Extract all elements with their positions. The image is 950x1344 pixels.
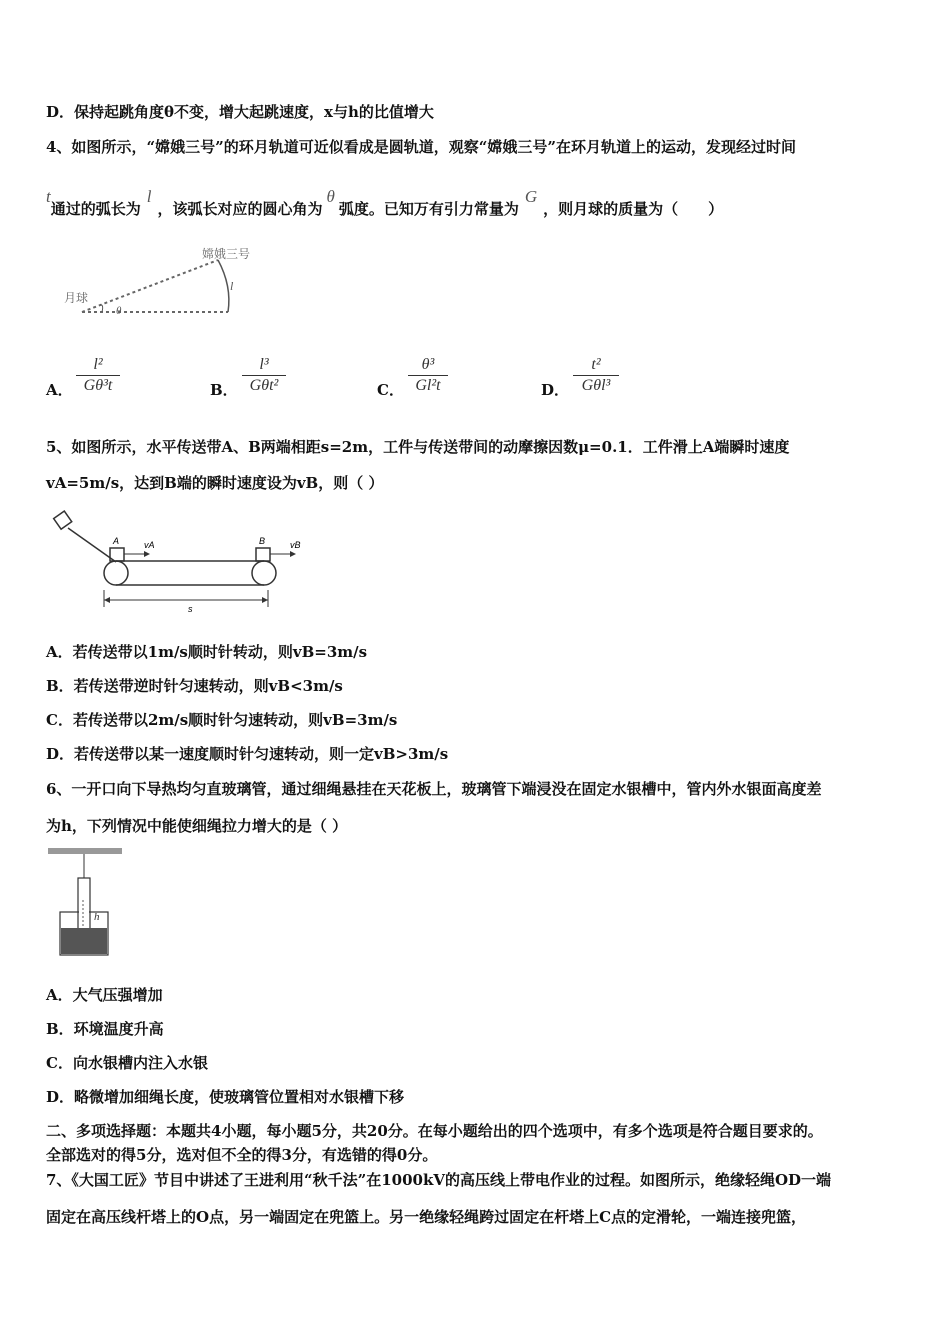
q4-seg4: ，则月球的质量为（ ） <box>543 200 724 218</box>
label-craft: 嫦娥三号 <box>202 247 251 261</box>
label-A: A <box>113 536 120 546</box>
q5-option-c[interactable]: C．若传送带以2m/s顺时针匀速转动，则vB=3m/s <box>46 711 398 729</box>
q4-seg2: ，该弧长对应的圆心角为 <box>157 200 323 218</box>
q4-option-d-label[interactable]: D． <box>541 381 570 399</box>
q6-stem-line2: 为h，下列情况中能使细绳拉力增大的是（ ） <box>46 817 348 835</box>
q4-option-d-fraction[interactable]: t² Gθl³ <box>573 356 619 395</box>
q7-stem-line2: 固定在高压线杆塔上的O点，另一端固定在兜篮上。另一绝缘轻绳跨过固定在杆塔上C点的定滑轮，一端连接兜篮， <box>46 1208 807 1226</box>
q6-option-b[interactable]: B．环境温度升高 <box>46 1020 164 1038</box>
q4-option-b-label[interactable]: B． <box>210 381 238 399</box>
label-theta: θ <box>116 305 122 317</box>
section2-heading-line2: 全部选对的得5分，选对但不全的得3分，有选错的得0分。 <box>46 1146 438 1164</box>
q6-tube-figure <box>46 846 126 958</box>
q4-orbit-figure <box>60 242 280 322</box>
label-s: s <box>188 604 193 614</box>
q4-seg3: 弧度。已知万有引力常量为 <box>338 200 519 218</box>
q4-option-a-fraction[interactable]: $\frac{\text{l²}}{\text{Gθ³t}}$ <box>76 356 120 395</box>
label-l: l <box>230 279 234 293</box>
q7-stem-line1: 7、《大国工匠》节目中讲述了王进利用“秋千法”在1000kV的高压线上带电作业的过程。如图所示，绝缘轻绳OD一端 <box>46 1171 832 1189</box>
q3-option-d[interactable]: D．保持起跳角度θ不变，增大起跳速度，x与h的比值增大 <box>46 103 434 121</box>
symbol-t: t <box>46 187 51 206</box>
symbol-theta: θ <box>326 187 335 206</box>
q5-stem-line2: vA=5m/s，达到B端的瞬时速度设为vB，则（ ） <box>46 474 384 492</box>
q6-option-c[interactable]: C．向水银槽内注入水银 <box>46 1054 208 1072</box>
q4-option-b-fraction[interactable]: l³ Gθt² <box>242 356 286 395</box>
label-moon: 月球 <box>64 291 89 305</box>
symbol-l: l <box>146 187 152 206</box>
q6-option-d[interactable]: D．略微增加细绳长度，使玻璃管位置相对水银槽下移 <box>46 1088 405 1106</box>
label-vB: vB <box>290 540 301 550</box>
label-vA: vA <box>144 540 155 550</box>
section2-heading-line1: 二、多项选择题：本题共4小题，每小题5分，共20分。在每小题给出的四个选项中，有多个选项是符合题目要求的。 <box>46 1122 823 1140</box>
q5-stem-line1: 5、如图所示，水平传送带A、B两端相距s=2m，工件与传送带间的动摩擦因数μ=0.1．工件滑上A端瞬时速度 <box>46 438 790 456</box>
symbol-G: G <box>524 187 538 206</box>
q5-option-a[interactable]: A．若传送带以1m/s顺时针转动，则vB=3m/s <box>46 643 368 661</box>
label-B: B <box>259 536 266 546</box>
q4-option-a-label[interactable]: A． <box>46 381 73 399</box>
q6-stem-line1: 6、一开口向下导热均匀直玻璃管，通过细绳悬挂在天花板上，玻璃管下端浸没在固定水银槽中，管内外水银面高度差 <box>46 780 822 798</box>
q5-conveyor-figure <box>46 510 306 615</box>
q4-option-c-fraction[interactable]: $\frac{\text{θ³}}{\text{Gl²t}}$ <box>408 356 448 395</box>
label-h: h <box>94 911 100 923</box>
q4-stem-line1: 4、如图所示，“嫦娥三号”的环月轨道可近似看成是圆轨道，观察“嫦娥三号”在环月轨道上的运动，发现经过时间 <box>46 138 796 156</box>
q5-option-b[interactable]: B．若传送带逆时针匀速转动，则vB<3m/s <box>46 677 343 695</box>
q4-seg1: 通过的弧长为 <box>50 200 141 218</box>
q4-option-c-label[interactable]: C． <box>377 381 404 399</box>
q4-stem-line2 <box>46 187 724 219</box>
q6-option-a[interactable]: A．大气压强增加 <box>46 986 163 1004</box>
q5-option-d[interactable]: D．若传送带以某一速度顺时针匀速转动，则一定vB>3m/s <box>46 745 449 763</box>
